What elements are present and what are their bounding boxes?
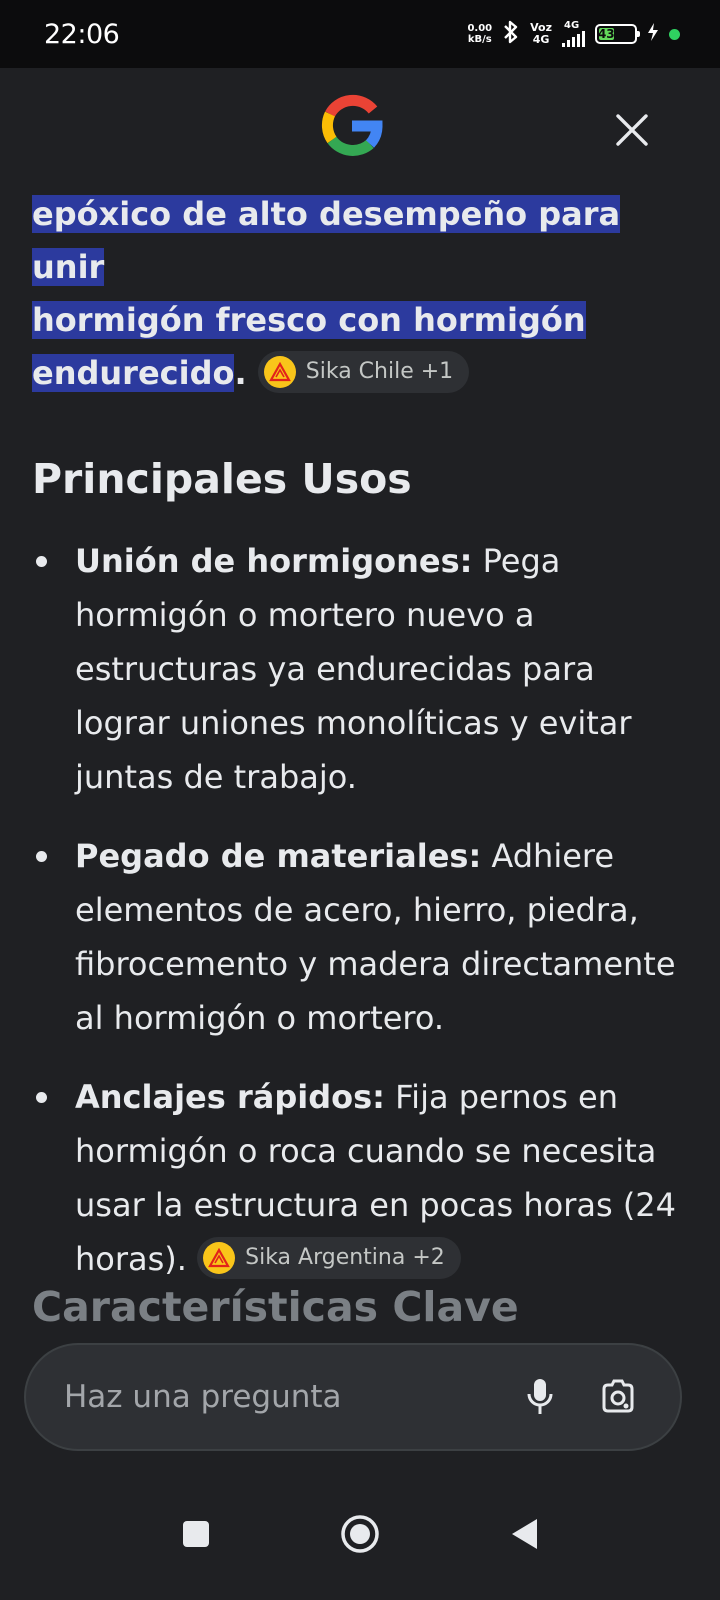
clock: 22:06: [44, 18, 120, 50]
back-button[interactable]: [502, 1512, 546, 1556]
signal-bars: [562, 31, 585, 47]
ask-input[interactable]: Haz una pregunta: [64, 1379, 342, 1415]
source-chip-sika-chile[interactable]: [258, 351, 469, 393]
source-chip-sika-argentina[interactable]: [197, 1237, 461, 1279]
status-bar: [0, 0, 720, 68]
sika-logo-icon: [203, 1242, 235, 1274]
network-speed-unit: kB/s: [467, 34, 492, 45]
triangle-back-icon: [509, 1517, 539, 1551]
google-lens-icon[interactable]: [594, 1373, 642, 1421]
list-item: [32, 534, 682, 804]
privacy-indicator-dot: [669, 29, 680, 40]
battery-level: 43: [597, 27, 615, 41]
recents-button[interactable]: [174, 1512, 218, 1556]
network-speed-value: 0.00: [467, 23, 493, 34]
source-chip-label: Sika Argentina +2: [245, 1245, 445, 1270]
sika-logo-icon: [264, 356, 296, 388]
circle-home-icon: [340, 1514, 380, 1554]
uses-list: [32, 534, 682, 1286]
close-button[interactable]: [606, 104, 658, 156]
next-section-title: Características Clave: [32, 1283, 519, 1331]
ask-bar[interactable]: [24, 1343, 682, 1451]
battery-icon: [595, 24, 637, 44]
signal-network-label: 4G: [564, 20, 580, 31]
source-chip-label: Sika Chile +1: [305, 359, 454, 384]
microphone-icon[interactable]: [516, 1373, 564, 1421]
volte-label: Voz: [530, 21, 552, 34]
list-item-text: Fija pernos en hormigón o roca cuando se necesita usar la estructura en pocas horas (24 horas).: [75, 1078, 677, 1278]
navigation-bar: [0, 1468, 720, 1600]
list-item-text: Adhiere elementos de acero, hierro, piedra, fibrocemento y madera directamente al hormigón o mortero.: [75, 837, 676, 1037]
bullet: [36, 556, 47, 567]
section-title: Principales Usos: [32, 455, 412, 503]
highlighted-text-line1: epóxico de alto desempeño para unir: [32, 195, 621, 286]
list-item-title: Pegado de materiales:: [75, 837, 482, 875]
google-g-icon: [318, 92, 384, 158]
list-item-title: Anclajes rápidos:: [75, 1078, 385, 1116]
list-item-title: Unión de hormigones:: [75, 542, 473, 580]
highlighted-text-line3: endurecido: [32, 354, 235, 392]
network-speed: [467, 23, 492, 45]
volte-network: 4G: [532, 33, 550, 46]
list-item: [32, 1070, 682, 1286]
list-item: [32, 829, 682, 1045]
highlighted-text-line2: hormigón fresco con hormigón: [32, 301, 586, 339]
close-icon: [615, 113, 649, 147]
bluetooth-icon: [502, 19, 520, 49]
square-recents-icon: [181, 1519, 211, 1549]
bullet: [36, 1092, 47, 1103]
status-icons: [467, 19, 680, 49]
charging-icon: [647, 22, 659, 46]
answer-content: [32, 188, 682, 1311]
volte-indicator: [530, 22, 552, 46]
intro-paragraph: [32, 188, 682, 400]
home-button[interactable]: [338, 1512, 382, 1556]
bullet: [36, 851, 47, 862]
signal-icon: [562, 21, 585, 47]
intro-period: .: [234, 354, 247, 392]
list-item-text: Pega hormigón o mortero nuevo a estructuras ya endurecidas para lograr uniones monolíticas y evitar juntas de trabajo.: [75, 542, 632, 796]
